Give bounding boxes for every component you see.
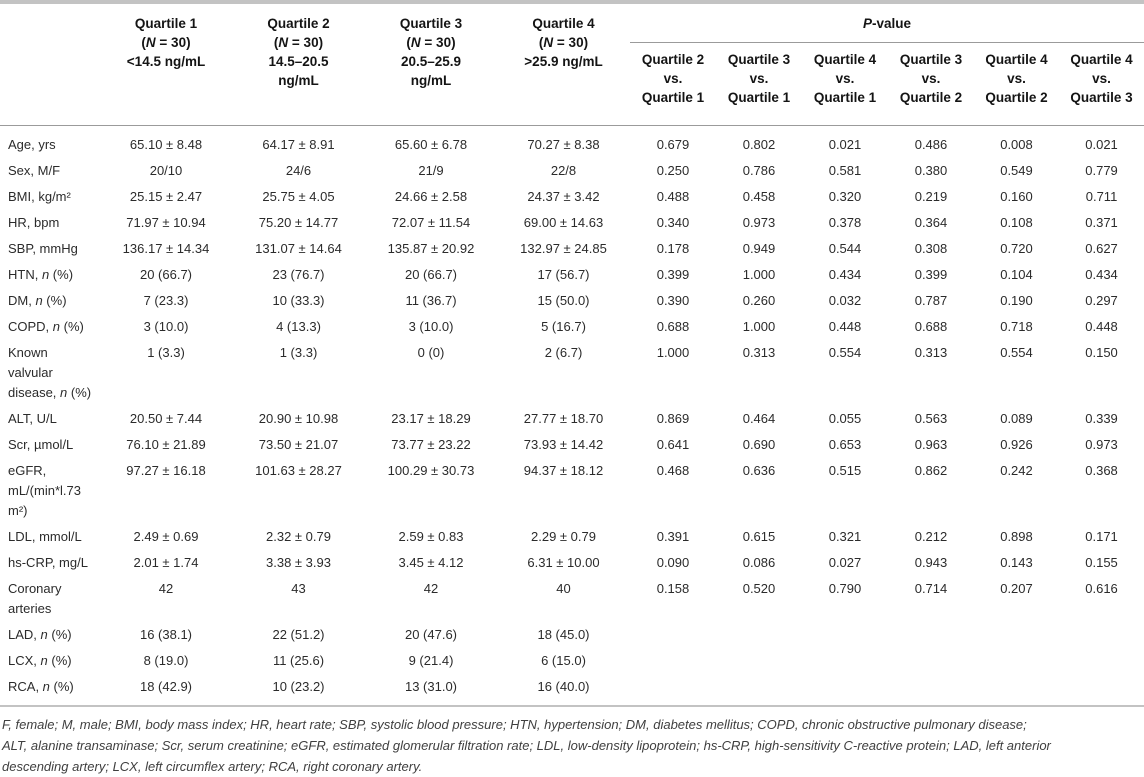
pvalue-cell: 0.158 xyxy=(656,581,690,596)
row-label-cell: ALT, U/L xyxy=(8,411,57,426)
pvalue-comparison-header-1: Quartile 2 vs. Quartile 1 xyxy=(630,43,716,126)
pvalue-cell: 0.055 xyxy=(828,411,862,426)
pvalue-cell: 0.790 xyxy=(828,581,862,596)
value-cell: 65.10 ± 8.48 xyxy=(129,137,203,152)
table-row xyxy=(0,648,1144,674)
value-cell: 73.50 ± 21.07 xyxy=(258,437,339,452)
pvalue-cell: 0.371 xyxy=(1085,215,1118,230)
pvalue-cell: 0.581 xyxy=(828,163,862,178)
pvalue-cell xyxy=(802,648,888,674)
value-cell: 71.97 ± 10.94 xyxy=(126,215,206,230)
table-row xyxy=(0,184,1144,210)
pvalue-cell: 0.718 xyxy=(1000,319,1033,334)
pvalue-cell: 1.000 xyxy=(656,345,690,360)
table-row xyxy=(0,550,1144,576)
pvalue-cell: 0.679 xyxy=(656,137,690,152)
value-cell: 132.97 ± 24.85 xyxy=(520,241,607,256)
pvalue-cell: 0.448 xyxy=(1085,319,1118,334)
pvalue-cell: 0.973 xyxy=(1085,437,1118,452)
value-cell: 2.32 ± 0.79 xyxy=(266,529,331,544)
value-cell: 4 (13.3) xyxy=(276,319,321,334)
pvalue-cell: 0.926 xyxy=(1000,437,1033,452)
value-cell: 20 (66.7) xyxy=(139,267,193,282)
row-label-cell: LAD, n (%) xyxy=(8,627,72,642)
value-cell: 9 (21.4) xyxy=(408,653,454,668)
pvalue-cell: 1.000 xyxy=(742,319,776,334)
table-header xyxy=(0,2,1144,126)
pvalue-cell: 0.468 xyxy=(656,463,690,478)
pvalue-cell: 0.787 xyxy=(914,293,948,308)
pvalue-cell: 0.786 xyxy=(742,163,776,178)
pvalue-cell: 0.212 xyxy=(914,529,948,544)
pvalue-cell: 0.653 xyxy=(828,437,862,452)
value-cell: 64.17 ± 8.91 xyxy=(262,137,335,152)
pvalue-cell xyxy=(888,674,974,700)
table-row xyxy=(0,288,1144,314)
value-cell: 75.20 ± 14.77 xyxy=(258,215,339,230)
value-cell: 11 (25.6) xyxy=(272,653,325,668)
row-label-cell: DM, n (%) xyxy=(8,293,67,308)
value-cell: 76.10 ± 21.89 xyxy=(126,437,206,452)
pvalue-cell: 0.520 xyxy=(742,581,776,596)
pvalue-cell: 0.190 xyxy=(1000,293,1033,308)
value-cell: 10 (23.2) xyxy=(272,679,325,694)
pvalue-group-header: P-value xyxy=(630,2,1144,43)
pvalue-cell: 0.714 xyxy=(914,581,948,596)
table-footnote xyxy=(0,705,1144,777)
pvalue-cell: 0.086 xyxy=(742,555,776,570)
table-row xyxy=(0,622,1144,648)
pvalue-cell xyxy=(1059,622,1144,648)
pvalue-cell xyxy=(1059,648,1144,674)
pvalue-cell: 0.458 xyxy=(742,189,776,204)
pvalue-cell: 0.378 xyxy=(828,215,862,230)
table-row xyxy=(0,210,1144,236)
value-cell: 135.87 ± 20.92 xyxy=(387,241,475,256)
value-cell: 6 (15.0) xyxy=(541,653,586,668)
value-cell: 73.93 ± 14.42 xyxy=(523,437,604,452)
pvalue-cell xyxy=(716,674,802,700)
value-cell: 100.29 ± 30.73 xyxy=(387,463,475,478)
pvalue-cell xyxy=(716,622,802,648)
pvalue-cell xyxy=(630,622,716,648)
value-cell: 20.90 ± 10.98 xyxy=(258,411,339,426)
pvalue-cell xyxy=(716,648,802,674)
pvalue-cell: 0.563 xyxy=(914,411,948,426)
pvalue-cell: 1.000 xyxy=(742,267,776,282)
pvalue-cell: 0.340 xyxy=(656,215,690,230)
row-label-cell: hs-CRP, mg/L xyxy=(8,555,88,570)
value-cell: 2.59 ± 0.83 xyxy=(398,529,464,544)
pvalue-cell: 0.711 xyxy=(1085,189,1118,204)
pvalue-cell: 0.090 xyxy=(656,555,690,570)
pvalue-comparison-header-5: Quartile 4 vs. Quartile 2 xyxy=(974,43,1059,126)
row-label-cell: Known valvular disease, n (%) xyxy=(8,345,92,400)
pvalue-cell: 0.390 xyxy=(656,293,690,308)
pvalue-cell: 0.515 xyxy=(828,463,862,478)
pvalue-cell: 0.434 xyxy=(828,267,862,282)
pvalue-cell: 0.616 xyxy=(1085,581,1118,596)
pvalue-cell: 0.313 xyxy=(742,345,776,360)
pvalue-cell: 0.688 xyxy=(914,319,948,334)
pvalue-cell: 0.779 xyxy=(1085,163,1118,178)
pvalue-cell xyxy=(630,648,716,674)
pvalue-cell: 0.898 xyxy=(1000,529,1033,544)
table-row xyxy=(0,432,1144,458)
pvalue-cell: 0.250 xyxy=(656,163,690,178)
pvalue-cell: 0.032 xyxy=(828,293,862,308)
pvalue-cell: 0.320 xyxy=(828,189,862,204)
row-label-cell: Scr, µmol/L xyxy=(8,437,74,452)
value-cell: 0 (0) xyxy=(417,345,445,360)
pvalue-cell xyxy=(802,622,888,648)
value-cell: 11 (36.7) xyxy=(405,293,457,308)
pvalue-cell xyxy=(974,674,1059,700)
pvalue-cell: 0.488 xyxy=(656,189,690,204)
pvalue-cell: 0.949 xyxy=(742,241,776,256)
value-cell: 20 (66.7) xyxy=(404,267,458,282)
row-label-cell: BMI, kg/m² xyxy=(8,189,71,204)
pvalue-cell: 0.339 xyxy=(1085,411,1118,426)
value-cell: 22/8 xyxy=(550,163,577,178)
pvalue-cell: 0.155 xyxy=(1085,555,1118,570)
table-row xyxy=(0,236,1144,262)
pvalue-cell: 0.104 xyxy=(1000,267,1033,282)
value-cell: 43 xyxy=(291,581,306,596)
pvalue-comparison-header-6: Quartile 4 vs. Quartile 3 xyxy=(1059,43,1144,126)
row-label-column-header xyxy=(0,2,100,126)
value-cell: 27.77 ± 18.70 xyxy=(523,411,604,426)
pvalue-cell: 0.627 xyxy=(1085,241,1118,256)
value-cell: 131.07 ± 14.64 xyxy=(255,241,342,256)
value-cell: 3 (10.0) xyxy=(408,319,454,334)
pvalue-cell: 0.160 xyxy=(1000,189,1033,204)
pvalue-cell xyxy=(630,674,716,700)
value-cell: 8 (19.0) xyxy=(143,653,189,668)
header-row-top xyxy=(0,2,1144,43)
value-cell: 10 (33.3) xyxy=(272,293,325,308)
quartile-3-header: Quartile 3 (N = 30) 20.5–25.9 ng/mL xyxy=(365,2,497,126)
value-cell: 23.17 ± 18.29 xyxy=(391,411,471,426)
value-cell: 65.60 ± 6.78 xyxy=(394,137,468,152)
table-row xyxy=(0,524,1144,550)
row-label-cell: COPD, n (%) xyxy=(8,319,84,334)
value-cell: 24/6 xyxy=(285,163,312,178)
pvalue-comparison-header-3: Quartile 4 vs. Quartile 1 xyxy=(802,43,888,126)
value-cell: 20 (47.6) xyxy=(404,627,458,642)
value-cell: 16 (40.0) xyxy=(537,679,590,694)
pvalue-cell: 0.380 xyxy=(914,163,948,178)
pvalue-cell xyxy=(974,648,1059,674)
pvalue-cell: 0.089 xyxy=(1000,411,1033,426)
table-row xyxy=(0,576,1144,622)
pvalue-cell: 0.862 xyxy=(914,463,948,478)
value-cell: 20/10 xyxy=(149,163,183,178)
value-cell: 25.75 ± 4.05 xyxy=(262,189,335,204)
quartile-1-header: Quartile 1 (N = 30) <14.5 ng/mL xyxy=(100,2,232,126)
table-row xyxy=(0,314,1144,340)
pvalue-cell: 0.554 xyxy=(1000,345,1033,360)
value-cell: 70.27 ± 8.38 xyxy=(527,137,600,152)
value-cell: 21/9 xyxy=(418,163,444,178)
value-cell: 1 (3.3) xyxy=(279,345,318,360)
value-cell: 72.07 ± 11.54 xyxy=(391,215,471,230)
pvalue-cell: 0.615 xyxy=(742,529,776,544)
row-label-cell: Coronary arteries xyxy=(8,581,62,616)
pvalue-cell: 0.242 xyxy=(1000,463,1033,478)
value-cell: 40 xyxy=(556,581,571,596)
value-cell: 2.29 ± 0.79 xyxy=(531,529,596,544)
row-label-cell: eGFR, mL/(min*l.73 m²) xyxy=(8,463,81,518)
value-cell: 1 (3.3) xyxy=(147,345,185,360)
value-cell: 20.50 ± 7.44 xyxy=(129,411,203,426)
pvalue-cell: 0.260 xyxy=(742,293,776,308)
pvalue-cell: 0.008 xyxy=(1000,137,1033,152)
pvalue-cell: 0.720 xyxy=(1000,241,1033,256)
pvalue-cell xyxy=(888,622,974,648)
row-label-cell: Sex, M/F xyxy=(8,163,61,178)
pvalue-cell: 0.368 xyxy=(1085,463,1118,478)
value-cell: 5 (16.7) xyxy=(541,319,586,334)
value-cell: 24.66 ± 2.58 xyxy=(394,189,468,204)
pvalue-cell: 0.943 xyxy=(914,555,948,570)
value-cell: 42 xyxy=(423,581,439,596)
pvalue-cell: 0.973 xyxy=(742,215,776,230)
pvalue-cell: 0.171 xyxy=(1085,529,1118,544)
pvalue-comparison-header-4: Quartile 3 vs. Quartile 2 xyxy=(888,43,974,126)
pvalue-cell: 0.178 xyxy=(656,241,690,256)
table-row xyxy=(0,158,1144,184)
pvalue-cell xyxy=(974,622,1059,648)
pvalue-cell: 0.150 xyxy=(1085,345,1118,360)
pvalue-cell: 0.641 xyxy=(656,437,690,452)
pvalue-cell: 0.549 xyxy=(1000,163,1033,178)
pvalue-cell: 0.308 xyxy=(914,241,948,256)
value-cell: 13 (31.0) xyxy=(404,679,458,694)
value-cell: 69.00 ± 14.63 xyxy=(523,215,604,230)
pvalue-cell xyxy=(802,674,888,700)
value-cell: 2.01 ± 1.74 xyxy=(133,555,199,570)
table-row xyxy=(0,262,1144,288)
value-cell: 42 xyxy=(158,581,174,596)
pvalue-cell: 0.486 xyxy=(914,137,948,152)
pvalue-cell: 0.219 xyxy=(914,189,948,204)
row-label-cell: SBP, mmHg xyxy=(8,241,78,256)
pvalue-cell: 0.690 xyxy=(742,437,776,452)
pvalue-cell: 0.313 xyxy=(914,345,948,360)
value-cell: 23 (76.7) xyxy=(272,267,325,282)
value-cell: 97.27 ± 16.18 xyxy=(126,463,206,478)
pvalue-cell: 0.321 xyxy=(828,529,862,544)
pvalue-cell xyxy=(888,648,974,674)
value-cell: 15 (50.0) xyxy=(537,293,590,308)
table-row xyxy=(0,674,1144,700)
pvalue-cell: 0.544 xyxy=(828,241,862,256)
pvalue-cell: 0.399 xyxy=(656,267,690,282)
value-cell: 94.37 ± 18.12 xyxy=(523,463,604,478)
value-cell: 3.38 ± 3.93 xyxy=(266,555,331,570)
pvalue-cell: 0.027 xyxy=(828,555,862,570)
quartile-2-header: Quartile 2 (N = 30) 14.5–20.5 ng/mL xyxy=(232,2,365,126)
row-label-cell: Age, yrs xyxy=(8,137,56,152)
pvalue-cell: 0.802 xyxy=(742,137,776,152)
pvalue-cell: 0.464 xyxy=(742,411,776,426)
value-cell: 3 (10.0) xyxy=(143,319,189,334)
pvalue-cell: 0.963 xyxy=(914,437,948,452)
pvalue-cell: 0.297 xyxy=(1085,293,1118,308)
table-row xyxy=(0,126,1144,159)
table-body xyxy=(0,126,1144,701)
value-cell: 136.17 ± 14.34 xyxy=(122,241,210,256)
value-cell: 18 (42.9) xyxy=(139,679,193,694)
table-row xyxy=(0,340,1144,406)
value-cell: 3.45 ± 4.12 xyxy=(398,555,464,570)
pvalue-cell: 0.869 xyxy=(656,411,690,426)
pvalue-cell: 0.021 xyxy=(828,137,862,152)
pvalue-cell: 0.143 xyxy=(1000,555,1033,570)
row-label-cell: RCA, n (%) xyxy=(8,679,74,694)
footnote-line: ALT, alanine transaminase; Scr, serum creatinine; eGFR, estimated glomerular filtration rate; LDL, low-density lipoprotein; hs-CRP, high-sensitivity C-reactive protein; LAD, left anterior xyxy=(2,738,1051,753)
row-label-cell: HTN, n (%) xyxy=(8,267,74,282)
table-row xyxy=(0,458,1144,524)
pvalue-cell: 0.391 xyxy=(656,529,690,544)
row-label-cell: LCX, n (%) xyxy=(8,653,72,668)
pvalue-cell: 0.688 xyxy=(656,319,690,334)
pvalue-cell: 0.399 xyxy=(914,267,948,282)
pvalue-cell: 0.021 xyxy=(1085,137,1118,152)
value-cell: 16 (38.1) xyxy=(139,627,193,642)
pvalue-cell: 0.448 xyxy=(828,319,862,334)
row-label-cell: LDL, mmol/L xyxy=(8,529,82,544)
pvalue-cell: 0.636 xyxy=(742,463,776,478)
footnote-line: F, female; M, male; BMI, body mass index; HR, heart rate; SBP, systolic blood pressure; HTN, hypertension; DM, diabetes mellitus; COPD, chronic obstructive pulmonary disease; xyxy=(2,717,1027,732)
pvalue-cell: 0.364 xyxy=(914,215,948,230)
value-cell: 73.77 ± 23.22 xyxy=(391,437,471,452)
pvalue-comparison-header-2: Quartile 3 vs. Quartile 1 xyxy=(716,43,802,126)
value-cell: 6.31 ± 10.00 xyxy=(527,555,600,570)
value-cell: 24.37 ± 3.42 xyxy=(527,189,600,204)
value-cell: 7 (23.3) xyxy=(143,293,189,308)
value-cell: 22 (51.2) xyxy=(272,627,325,642)
quartile-4-header: Quartile 4 (N = 30) >25.9 ng/mL xyxy=(497,2,630,126)
row-label-cell: HR, bpm xyxy=(8,215,60,230)
value-cell: 18 (45.0) xyxy=(537,627,590,642)
pvalue-cell: 0.554 xyxy=(828,345,862,360)
pvalue-cell: 0.108 xyxy=(1000,215,1033,230)
value-cell: 25.15 ± 2.47 xyxy=(129,189,203,204)
value-cell: 17 (56.7) xyxy=(537,267,590,282)
footnote-line: descending artery; LCX, left circumflex artery; RCA, right coronary artery. xyxy=(2,759,423,774)
value-cell: 2.49 ± 0.69 xyxy=(133,529,199,544)
pvalue-cell: 0.434 xyxy=(1085,267,1118,282)
value-cell: 2 (6.7) xyxy=(544,345,583,360)
pvalue-cell xyxy=(1059,674,1144,700)
pvalue-cell: 0.207 xyxy=(1000,581,1033,596)
table-row xyxy=(0,406,1144,432)
value-cell: 101.63 ± 28.27 xyxy=(255,463,342,478)
